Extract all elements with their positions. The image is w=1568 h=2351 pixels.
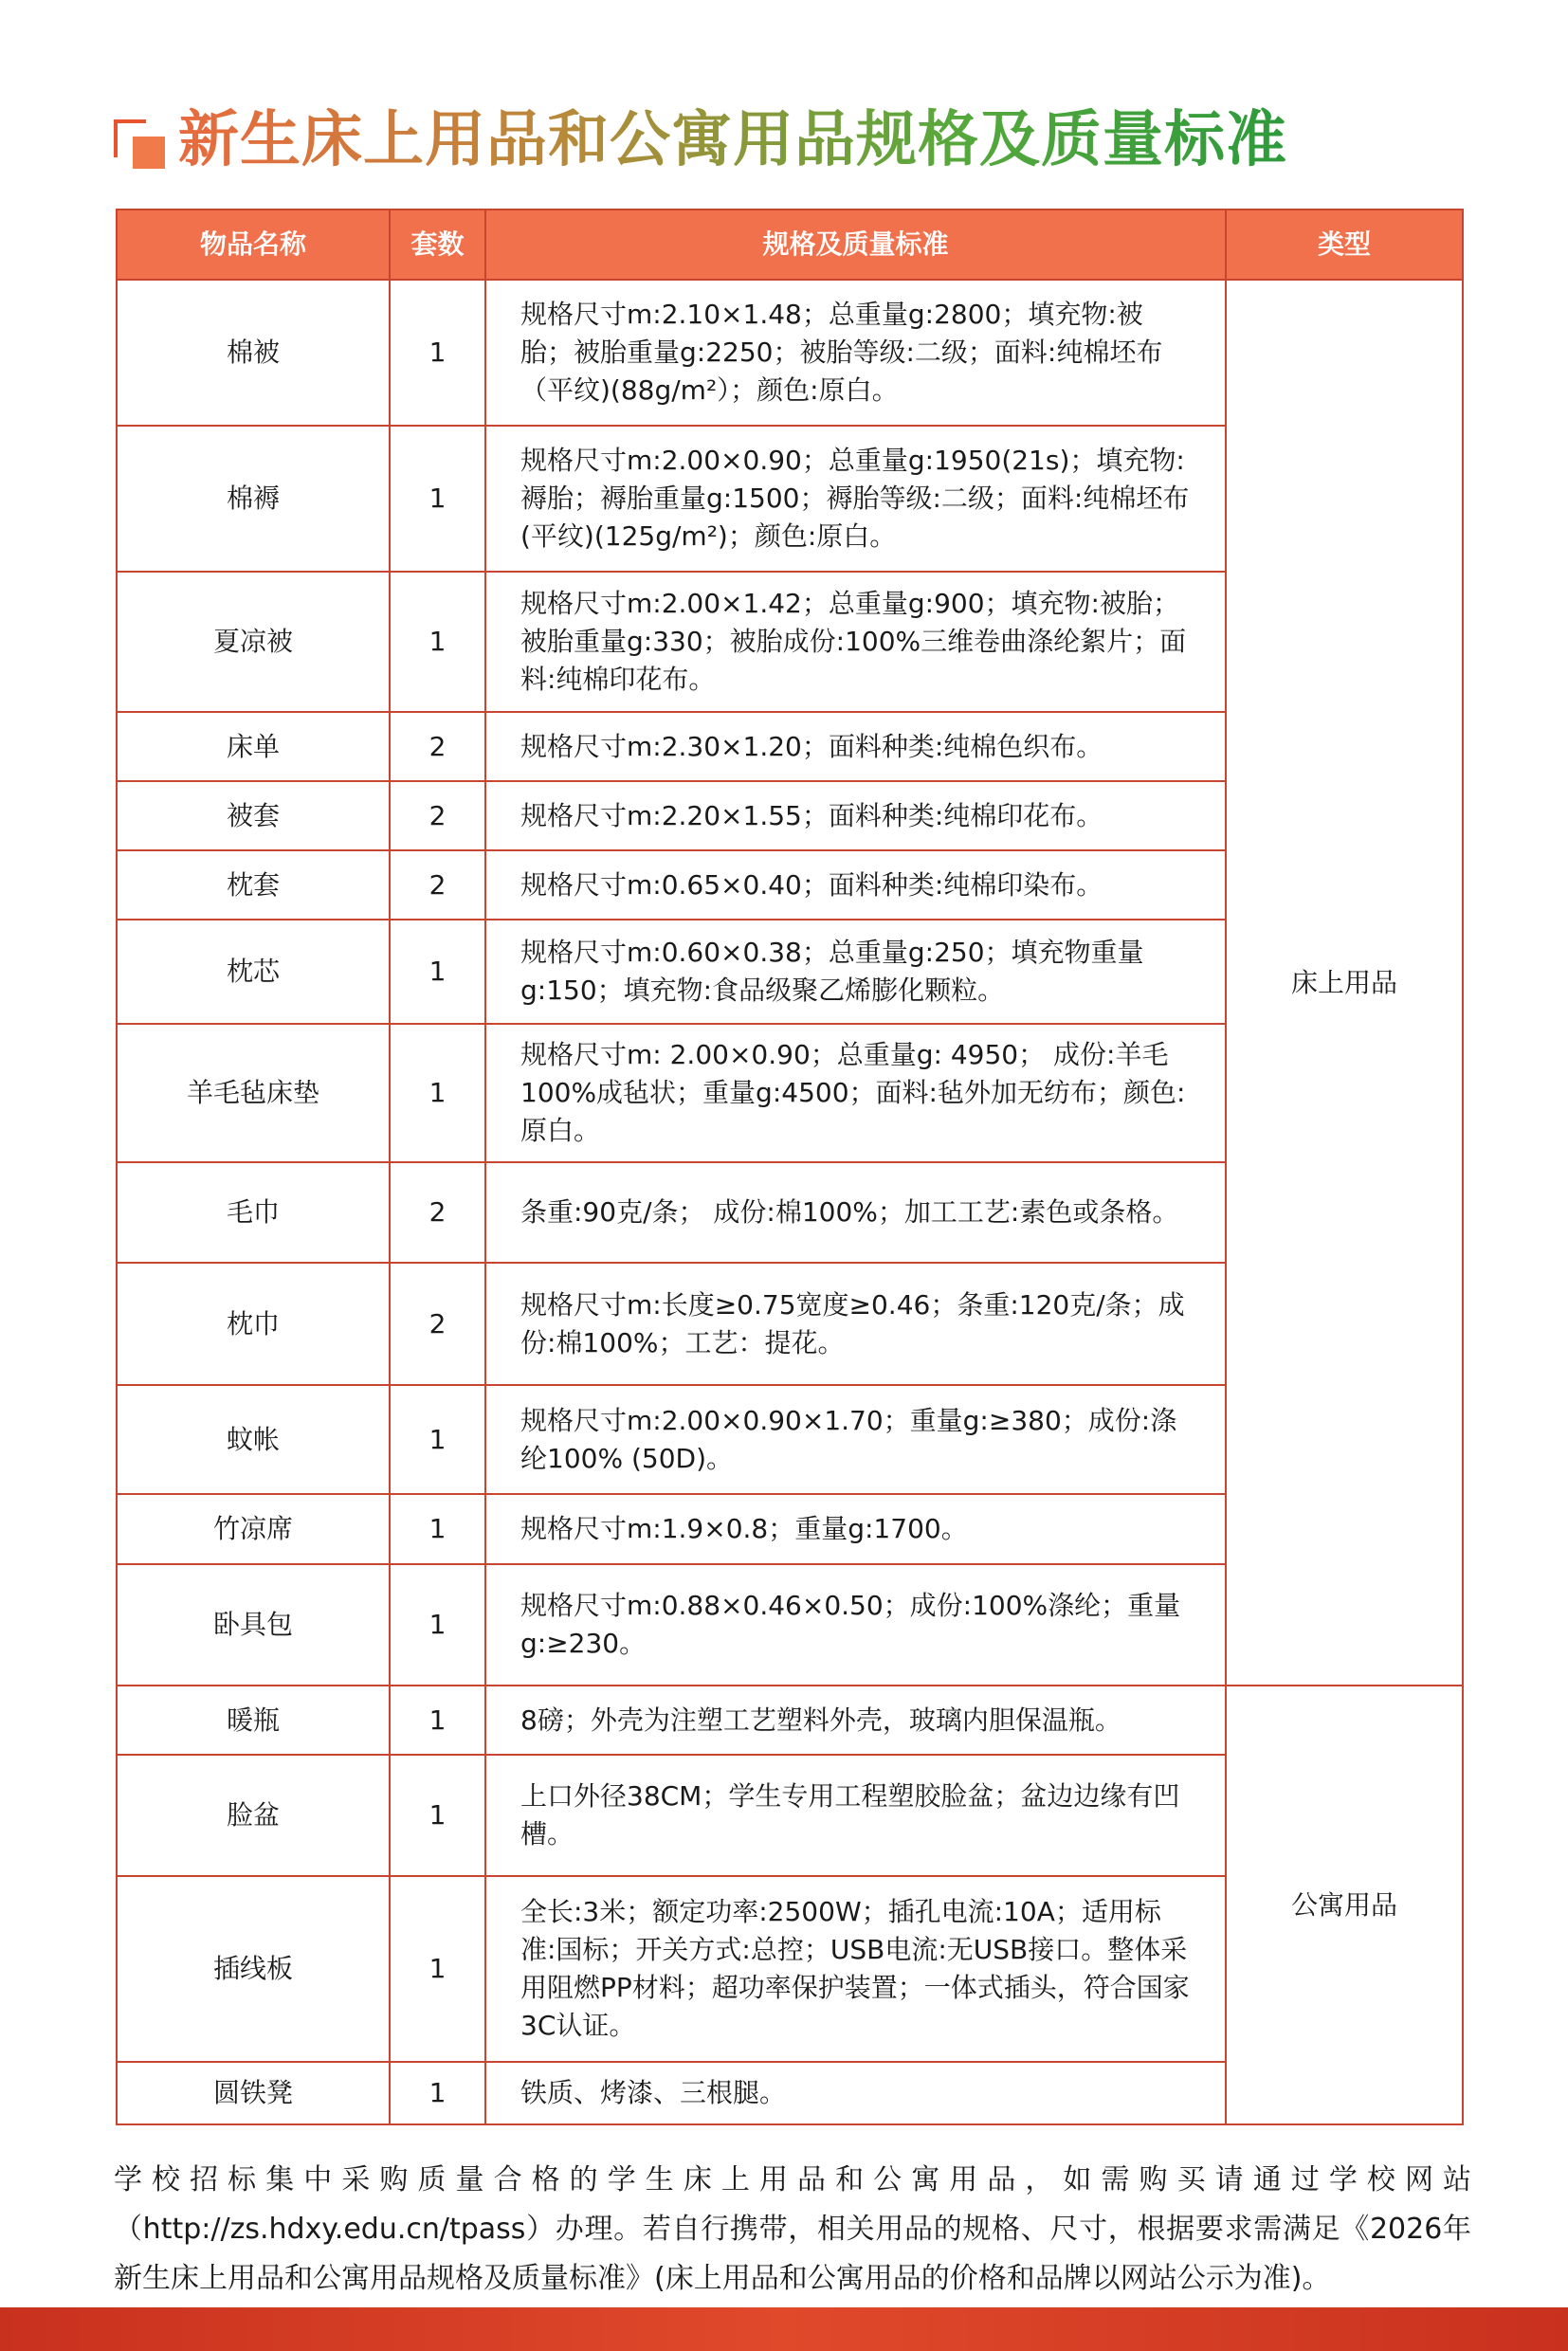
item-spec: 规格尺寸m:2.00×0.90；总重量g:1950(21s)；填充物:褥胎；褥胎重量g:1500；褥胎等级:二级；面料:纯棉坯布(平纹)(125g/m²)；颜色:原白。 xyxy=(485,426,1226,572)
item-spec: 全长:3米；额定功率:2500W；插孔电流:10A；适用标准:国标；开关方式:总控；USB电流:无USB接口。整体采用阻燃PP材料；超功率保护装置；一体式插头，符合国家3C认证。 xyxy=(485,1876,1226,2062)
item-spec: 规格尺寸m:2.30×1.20；面料种类:纯棉色织布。 xyxy=(485,712,1226,781)
item-qty: 1 xyxy=(390,1686,485,1755)
item-name: 暖瓶 xyxy=(117,1686,390,1755)
item-qty: 1 xyxy=(390,1755,485,1876)
item-qty: 2 xyxy=(390,1162,485,1263)
item-spec: 规格尺寸m:2.20×1.55；面料种类:纯棉印花布。 xyxy=(485,781,1226,850)
item-name: 脸盆 xyxy=(117,1755,390,1876)
item-name: 被套 xyxy=(117,781,390,850)
spec-table xyxy=(116,209,1464,2125)
item-spec: 规格尺寸m:0.65×0.40；面料种类:纯棉印染布。 xyxy=(485,850,1226,920)
category-bedding: 床上用品 xyxy=(1226,280,1463,1686)
item-name: 竹凉席 xyxy=(117,1494,390,1564)
header-spec: 规格及质量标准 xyxy=(485,210,1226,280)
title-square-icon xyxy=(114,119,169,174)
item-name: 棉褥 xyxy=(117,426,390,572)
item-spec: 规格尺寸m:2.10×1.48；总重量g:2800；填充物:被胎；被胎重量g:2250；被胎等级:二级；面料:纯棉坯布（平纹)(88g/m²）；颜色:原白。 xyxy=(485,280,1226,426)
table-row xyxy=(117,1686,1463,1755)
item-spec: 规格尺寸m:2.00×0.90×1.70；重量g:≥380；成份:涤纶100% (50D)。 xyxy=(485,1385,1226,1494)
item-name: 羊毛毡床垫 xyxy=(117,1024,390,1162)
title-row xyxy=(114,102,1287,178)
item-name: 蚊帐 xyxy=(117,1385,390,1494)
item-qty: 1 xyxy=(390,1024,485,1162)
item-spec: 规格尺寸m:长度≥0.75宽度≥0.46；条重:120克/条；成份:棉100%；工艺：提花。 xyxy=(485,1263,1226,1385)
item-name: 枕芯 xyxy=(117,920,390,1024)
category-dorm: 公寓用品 xyxy=(1226,1686,1463,2124)
item-qty: 1 xyxy=(390,920,485,1024)
item-qty: 1 xyxy=(390,426,485,572)
header-quantity: 套数 xyxy=(390,210,485,280)
item-spec: 规格尺寸m:0.88×0.46×0.50；成份:100%涤纶；重量g:≥230。 xyxy=(485,1564,1226,1686)
item-name: 枕套 xyxy=(117,850,390,920)
item-spec: 规格尺寸m: 2.00×0.90；总重量g: 4950； 成份:羊毛100%成毡状；重量g:4500；面料:毡外加无纺布；颜色:原白。 xyxy=(485,1024,1226,1162)
item-name: 床单 xyxy=(117,712,390,781)
item-qty: 2 xyxy=(390,1263,485,1385)
item-qty: 1 xyxy=(390,1494,485,1564)
item-spec: 条重:90克/条； 成份:棉100%；加工工艺:素色或条格。 xyxy=(485,1162,1226,1263)
item-name: 卧具包 xyxy=(117,1564,390,1686)
item-qty: 1 xyxy=(390,1876,485,2062)
table-header-row xyxy=(117,210,1463,280)
header-item-name: 物品名称 xyxy=(117,210,390,280)
item-name: 棉被 xyxy=(117,280,390,426)
table-row xyxy=(117,280,1463,426)
bottom-decorative-bar xyxy=(0,2307,1568,2351)
item-qty: 1 xyxy=(390,572,485,712)
item-spec: 规格尺寸m:1.9×0.8；重量g:1700。 xyxy=(485,1494,1226,1564)
item-qty: 2 xyxy=(390,781,485,850)
item-name: 夏凉被 xyxy=(117,572,390,712)
footnote: 学校招标集中采购质量合格的学生床上用品和公寓用品，如需购买请通过学校网站（http://zs.hdxy.edu.cn/tpass）办理。若自行携带，相关用品的规格、尺寸，根据要求需满足《2026年新生床上用品和公寓用品规格及质量标准》(床上用品和公寓用品的价格和品牌以网站公示为准)。 xyxy=(114,2163,1471,2295)
item-name: 毛巾 xyxy=(117,1162,390,1263)
item-spec: 铁质、烤漆、三根腿。 xyxy=(485,2062,1226,2124)
item-qty: 1 xyxy=(390,280,485,426)
item-spec: 规格尺寸m:0.60×0.38；总重量g:250；填充物重量g:150；填充物:食品级聚乙烯膨化颗粒。 xyxy=(485,920,1226,1024)
item-name: 插线板 xyxy=(117,1876,390,2062)
item-qty: 2 xyxy=(390,712,485,781)
item-name: 圆铁凳 xyxy=(117,2062,390,2124)
item-name: 枕巾 xyxy=(117,1263,390,1385)
item-qty: 1 xyxy=(390,1564,485,1686)
item-spec: 规格尺寸m:2.00×1.42；总重量g:900；填充物:被胎；被胎重量g:330；被胎成份:100%三维卷曲涤纶絮片；面料:纯棉印花布。 xyxy=(485,572,1226,712)
page-title: 新生床上用品和公寓用品规格及质量标准 xyxy=(178,102,1287,178)
header-type: 类型 xyxy=(1226,210,1463,280)
item-spec: 8磅；外壳为注塑工艺塑料外壳，玻璃内胆保温瓶。 xyxy=(485,1686,1226,1755)
item-qty: 2 xyxy=(390,850,485,920)
item-spec: 上口外径38CM；学生专用工程塑胶脸盆；盆边边缘有凹槽。 xyxy=(485,1755,1226,1876)
item-qty: 1 xyxy=(390,1385,485,1494)
item-qty: 1 xyxy=(390,2062,485,2124)
